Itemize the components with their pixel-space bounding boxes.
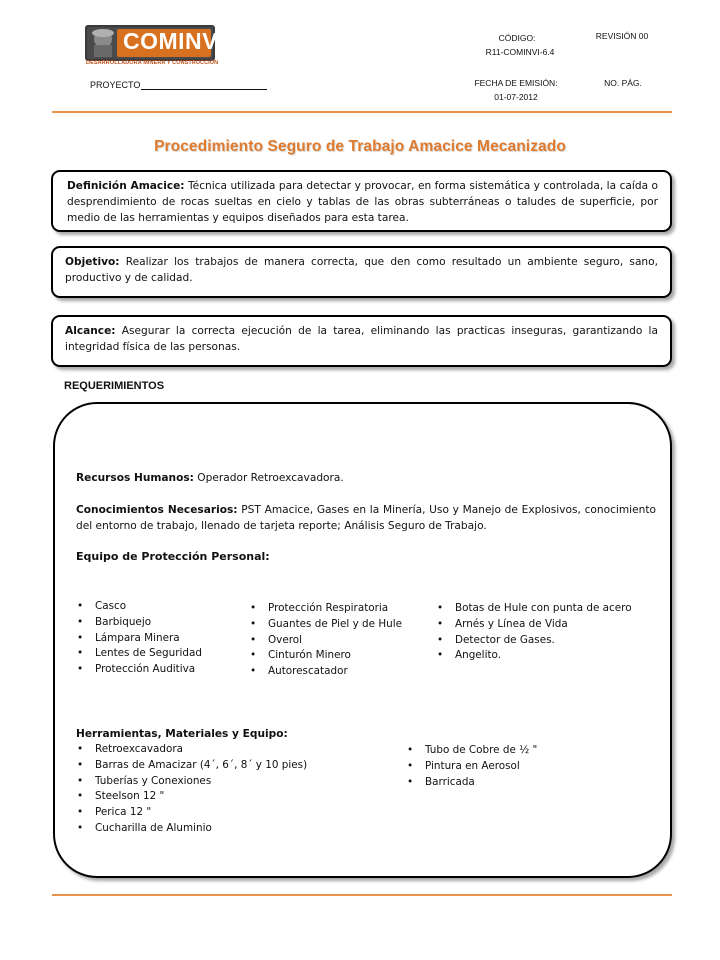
page-title: Procedimiento Seguro de Trabajo Amacice Mecanizado: [154, 138, 566, 155]
list-item: • Tuberías y Conexiones: [77, 774, 377, 790]
epp-list-1: [77, 599, 247, 678]
list-item: • Overol: [250, 633, 440, 649]
footer-divider: [52, 894, 672, 896]
conocimientos-text: PST Amacice, Gases en la Minería, Uso y Manejo de Explosivos, conocimiento del entorno de trabajo, llenado de tarjeta reporte; Análisis Seguro de Trabajo.: [76, 504, 656, 532]
recursos-label: Recursos Humanos:: [76, 472, 194, 484]
proyecto-field: [90, 80, 267, 90]
herramientas-list-1: [77, 742, 377, 837]
objetivo-label: Objetivo:: [65, 256, 120, 268]
herramientas-label: Herramientas, Materiales y Equipo:: [76, 728, 288, 740]
definicion-text: Técnica utilizada para detectar y provocar, en forma sistemática y controlada, la caída o desprendimiento de rocas sueltas en cielo y tablas de las obras subterráneas o taludes de superficie, por medio de las herramientas y equipos diseñados para esta tarea.: [67, 180, 659, 224]
header-divider: [52, 111, 672, 113]
herramientas-list-2: [407, 743, 607, 790]
list-item: • Detector de Gases.: [437, 633, 672, 649]
revision-label: REVISIÓN 00: [595, 31, 649, 41]
list-item: • Protección Auditiva: [77, 662, 247, 678]
list-item: • Perica 12 ": [77, 805, 377, 821]
logo-tagline: DESARROLLADORA MINERA Y CONSTRUCCIÓN: [86, 60, 219, 66]
list-item: • Retroexcavadora: [77, 742, 377, 758]
list-item: • Angelito.: [437, 648, 672, 664]
list-item: • Lámpara Minera: [77, 631, 247, 647]
list-item: • Barricada: [407, 775, 607, 791]
conocimientos-necesarios: [76, 502, 656, 534]
logo-wordmark: COMINVI: [123, 28, 225, 54]
list-item: • Steelson 12 ": [77, 789, 377, 805]
codigo-label: CÓDIGO:: [498, 33, 536, 43]
list-item: • Barbiquejo: [77, 615, 247, 631]
epp-list-2: [250, 601, 440, 680]
definicion-box: [51, 170, 672, 232]
conocimientos-label: Conocimientos Necesarios:: [76, 504, 238, 516]
fecha-value: 01-07-2012: [494, 92, 538, 102]
codigo-value: R11-COMINVI-6.4: [485, 47, 555, 57]
list-item: • Pintura en Aerosol: [407, 759, 607, 775]
list-item: • Cucharilla de Aluminio: [77, 821, 377, 837]
recursos-text: Operador Retroexcavadora.: [193, 472, 344, 484]
page-number-label: NO. PÁG.: [604, 78, 642, 88]
alcance-text: Asegurar la correcta ejecución de la tarea, eliminando las practicas inseguras, garantizando la integridad física de las personas.: [65, 325, 658, 353]
list-item: • Barras de Amacizar (4´, 6´, 8´ y 10 pies): [77, 758, 377, 774]
objetivo-box: [51, 246, 672, 298]
proyecto-blank-line: [141, 81, 267, 90]
fecha-label: FECHA DE EMISIÓN:: [474, 78, 558, 88]
list-item: • Casco: [77, 599, 247, 615]
list-item: • Guantes de Piel y de Hule: [250, 617, 440, 633]
requerimientos-heading: REQUERIMIENTOS: [64, 380, 165, 392]
recursos-humanos: [76, 470, 656, 486]
list-item: • Lentes de Seguridad: [77, 646, 247, 662]
alcance-label: Alcance:: [65, 325, 116, 337]
definicion-label: Definición Amacice:: [67, 180, 185, 192]
objetivo-text: Realizar los trabajos de manera correcta, que den como resultado un ambiente seguro, sano, productivo y de calidad.: [65, 256, 658, 284]
epp-list-3: [437, 601, 672, 664]
proyecto-label: PROYECTO: [90, 80, 141, 90]
list-item: • Tubo de Cobre de ½ ": [407, 743, 607, 759]
list-item: • Autorescatador: [250, 664, 440, 680]
list-item: • Botas de Hule con punta de acero: [437, 601, 672, 617]
epp-label: Equipo de Protección Personal:: [76, 550, 270, 563]
alcance-box: [51, 315, 672, 367]
list-item: • Arnés y Línea de Vida: [437, 617, 672, 633]
list-item: • Cinturón Minero: [250, 648, 440, 664]
list-item: • Protección Respiratoria: [250, 601, 440, 617]
